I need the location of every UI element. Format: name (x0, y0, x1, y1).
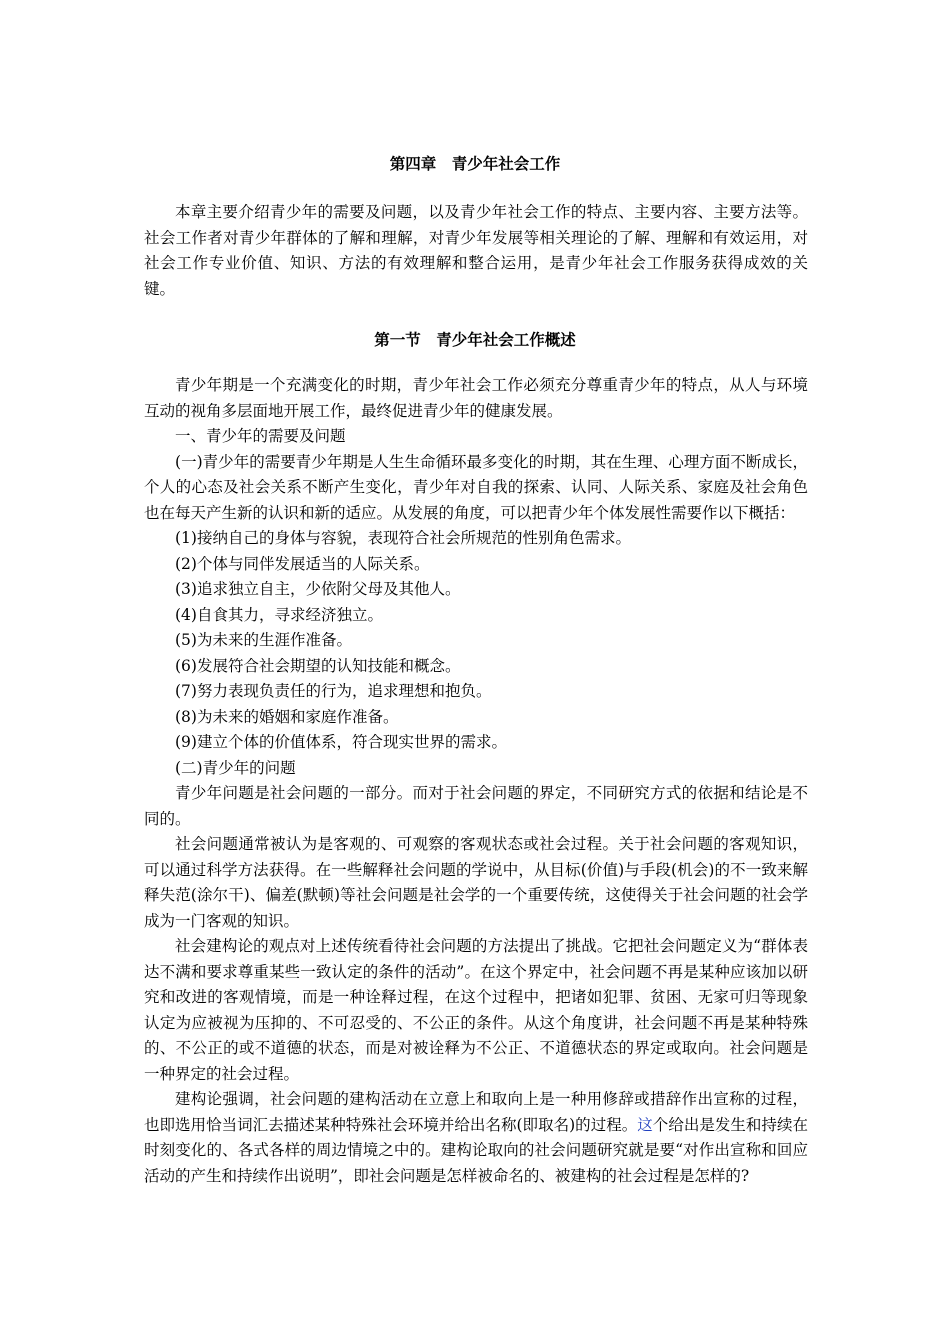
paragraph-4: 社会问题通常被认为是客观的、可观察的客观状态或社会过程。关于社会问题的客观知识，可以通过科学方法获得。在一些解释社会问题的学说中，从目标(价值)与手段(机会)的不一致来解释失范(涂尔干)、偏差(默顿)等社会问题是社会学的一个重要传统，这使得关于社会问题的社会学成为一门客观的知识。 (144, 835, 808, 930)
inline-link[interactable]: 这 (637, 1115, 653, 1134)
paragraph-1: 青少年期是一个充满变化的时期，青少年社会工作必须充分尊重青少年的特点，从人与环境互动的视角多层面地开展工作，最终促进青少年的健康发展。 (144, 376, 808, 420)
list-item: (8)为未来的婚姻和家庭作准备。 (175, 707, 399, 726)
paragraph-6-part-a: 建构论强调，社会问题的建构活动在立意上和取向上是一种用修辞或措辞作出宣称的过程，也即选用恰当词汇去描述某种特殊社会环境并给出名称(即取名)的过程。 (144, 1090, 808, 1134)
paragraph-6 (144, 1087, 808, 1189)
paragraph-3: 青少年问题是社会问题的一部分。而对于社会问题的界定，不同研究方式的依据和结论是不同的。 (144, 784, 808, 828)
intro-block (144, 200, 808, 302)
section-title: 第一节 青少年社会工作概述 (374, 331, 576, 349)
list-item: (6)发展符合社会期望的认知技能和概念。 (175, 656, 461, 675)
intro-paragraph: 本章主要介绍青少年的需要及问题，以及青少年社会工作的特点、主要内容、主要方法等。社会工作者对青少年群体的了解和理解，对青少年发展等相关理论的了解、理解和有效运用，对社会工作专业价值、知识、方法的有效理解和整合运用，是青少年社会工作服务获得成效的关键。 (144, 203, 808, 298)
section-body (144, 373, 808, 1189)
heading-needs-and-problems: 一、青少年的需要及问题 (175, 427, 346, 445)
list-item: (2)个体与同伴发展适当的人际关系。 (175, 554, 430, 573)
list-item: (1)接纳自己的身体与容貌，表现符合社会所规范的性别角色需求。 (175, 529, 631, 547)
paragraph-5: 社会建构论的观点对上述传统看待社会问题的方法提出了挑战。它把社会问题定义为“群体表达不满和要求尊重某些一致认定的条件的活动”。在这个界定中，社会问题不再是某种应该加以研究和改进的客观情境，而是一种诠释过程，在这个过程中，把诸如犯罪、贫困、无家可归等现象认定为应被视为压抑的、不可忍受的、不公正的条件。从这个角度讲，社会问题不再是某种特殊的、不公正的或不道德的状态，而是对被诠释为不公正、不道德状态的界定或取向。社会问题是一种界定的社会过程。 (144, 937, 808, 1083)
list-item: (3)追求独立自主，少依附父母及其他人。 (175, 580, 461, 598)
list-item: (5)为未来的生涯作准备。 (175, 631, 352, 649)
paragraph-6-part-b: 个给出是发生和持续在时刻变化的、各式各样的周边情境之中的。建构论取向的社会问题研究就是要“对作出宣称和回应活动的产生和持续作出说明”，即社会问题是怎样被命名的、被建构的社会过程是怎样的? (144, 1115, 808, 1185)
heading-problems: (二)青少年的问题 (175, 758, 296, 777)
paragraph-needs: (一)青少年的需要青少年期是人生生命循环最多变化的时期，其在生理、心理方面不断成长，个人的心态及社会关系不断产生变化，青少年对自我的探索、认同、人际关系、家庭及社会角色也在每天产生新的认识和新的适应。从发展的角度，可以把青少年个体发展性需要作以下概括： (144, 452, 808, 522)
list-item: (7)努力表现负责任的行为，追求理想和抱负。 (175, 682, 492, 700)
list-item: (9)建立个体的价值体系，符合现实世界的需求。 (175, 733, 507, 751)
list-item: (4)自食其力，寻求经济独立。 (175, 605, 383, 624)
chapter-title: 第四章 青少年社会工作 (389, 155, 561, 173)
